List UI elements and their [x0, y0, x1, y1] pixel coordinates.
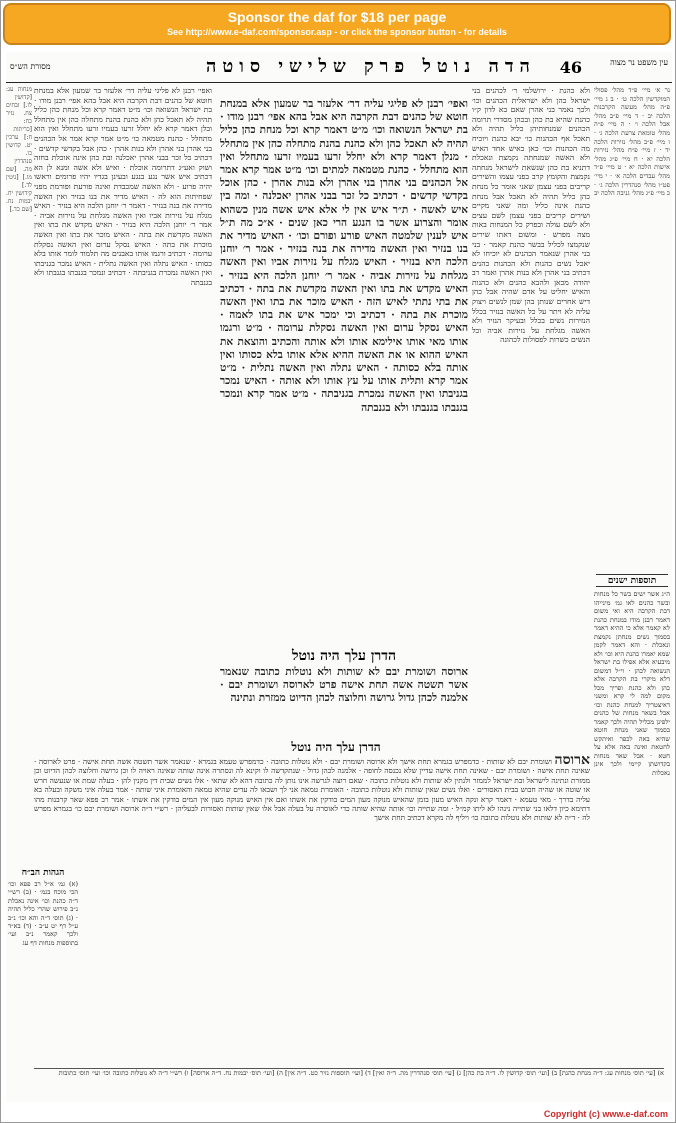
- ein-mishpat-label: עין משפט נר מצוה: [610, 58, 668, 67]
- tosafot-side-title: תוספות ישנים: [596, 574, 668, 587]
- rashi-bottom-column: [34, 756, 590, 1066]
- footnotes: א) [עי׳ תוס׳ מנחות עג: ד״ה מנחת כהנת] ב) [ועי׳ תוס׳ קדושין לו. ד״ה בת כהן] ג) [עי׳ תוס׳ סנהדרין מה. ד״ה ואין] ד) [ועי׳ תוספות נזיר כט. ד״ה אין] ה) [ועי׳ תוס׳ יבמות נח. ד״ה ארוסה] ו) רש״י ד״ה לא נוטלות כתובה וכו׳ ועי׳ תוס׳ כתובות: [34, 1068, 664, 1099]
- tosafot-column: ואפי׳ רבנן לא פליגי עליה דר׳ אלעזר בר שמעון אלא במנחת חוטא של כהנים דבת הקרבה היא אבל בהא אפי׳ רבנן מודו · בת ישראל הנשואה וכו׳ מ״ט דאמר קרא וכל מנחת כהן כליל תהיה לא תאכל כהן ולא כהנת בהנת מתחלה כהן אין מתחלל ובלן דאמר קרא לא יחלל זרעו בעמיו זרעו מתחלל ואין הוא מתחלל · כהנת מטמאה כו׳ מ״ט אמר קרא אמר אל הכהנים בני אהרן בני אהרן ולא בנות אהרן · כהן אבל בקדשי קדשים · דכתיב כל זכר בבני אהרן יאכלנה ובת כהן אינה אוכלת בחזה ושוק ואע״ג דתרומה אוכלת · ואיש ולא אשה ומנא לן הא דכתיב איש אשר נגע בנגע ובעינן בגדיו יהיו פרומים וראשו יהיה פרוע · ולא האשה שמכבדת ואינה פורעת ופורמת מפני שפחיתות הוא לה · האיש מדיר את בנו בנזיר ואין האשה מדירה את בנה בנזיר · דאמר ר׳ יוחנן הלכה היא בנזיר · האיש מגלח על נזירות אביו ואין האשה מגלחת על נזירות אביה · אמר ר׳ יוחנן הלכה היא בנזיר · האיש מקדש את בתו ואין האשה מקדשת את בתה · האיש מוכר את בתו ואין האשה מוכרת את בתה · האיש נסקל ערום ואין האשה נסקלת ערומה · דכתיב ורגמו אותו באבנים מה תלמוד לומר אותו בלא כסותו · האיש נתלה ואין האשה נתלית · האיש נמכר בגניבתו ואין האשה נמכרת בגניבתה · דכתיב ונמכר בגנבתו בגנבתו ולא בגנבתה: [34, 86, 212, 287]
- talmud-page: [6, 52, 672, 1102]
- haghot-title: הגהות הב״ח: [21, 868, 65, 878]
- tosafot-side-column: ה״ג אשר ישים בשר כל מנחות ובשר כהנים לאו גמ׳ מינייהו דבת הקרבה היא ואי משום דאמר רבנן מודו במנחת כהנת לא קאמר אלא כי ההיא דאמר בסמוך נשים מנחתן נקמצת ונאכלת · והא דאמר לקמן שמא יאמרו כהנת היא וכו׳ ולא מיבעיא אלא אפילו בת ישראל הנשואה לכהן · וי״ל דמשום דלא מיקרי בת הקרבה אלא כהן ולא כהנת ופריך מכל מקום למה לי קרא ומשני דאיצטריך למנחת כהנת וכו׳ אבל בשאר מנחות של כהנים ילפינן מכליל תהיה ולכך קאמר בסמוך שאני מנחת חוטא שהיא באה לכפר ואיתקש לחטאת ואינה באה אלא על חטא · אבל שאר מנחות בקדושתן קיימי ולכך אינן נאכלות: [594, 590, 670, 777]
- mesoret-column: מנחות עג: [קדושין לו.] זבחים צח. נזיר כח: [כריתות ח:] ערכין יט. קדושין כו. סנהדרין מה. [שם מו.] [גיטין לד.] קידושין יח. יבמות נח. [שם כד.]: [6, 86, 32, 213]
- mishnah-text: ארוסה ושומרת יבם לא שותות ולא נוטלות כתובה שנאמר אשר תשטה אשה תחת אישה פרט לארוסה ושומרת יבם · אלמנה לכהן גדול גרושה וחלוצה לכהן הדיוט ממזרת ונתינה: [220, 666, 468, 704]
- page-header: [6, 56, 672, 83]
- page-title: הדה נוטל פרק שלישי סוטה: [206, 56, 536, 77]
- sponsor-subtitle[interactable]: See http://www.e-daf.com/sponsor.asp - or click the sponsor button - for details: [167, 27, 507, 37]
- gemara-column: ואפי׳ רבנן לא פליגי עליה דר׳ אלעזר בר שמעון אלא במנחת חוטא של כהנים דבת הקרבה היא אבל בהא אפי׳ רבנן מודו · בת ישראל הנשואה וכו׳ מ״ט דאמר קרא וכל מנחת כהן כליל תהיה לא תאכל כהן ולא כהנת בהנת מתחלה כהן אין מתחלל · מנלן דאמר קרא ולא יחלל זרעו בעמיו זרעו מתחלל ואין הוא מתחלל · כהנת מטמאה למתים וכו׳ מ״ט אמר קרא אמר אל הכהנים בני אהרן בני אהרן ולא בנות אהרן · כהן אוכל בקדשי קדשים · דכתיב כל זכר בבני אהרן יאכלנה · ומה בין איש לאשה · ת״ר איש אין לי אלא איש אשה מנין כשהוא אומר והצרוע אשר בו הנגע הרי כאן שנים · א״כ מה ת״ל איש לענין שלמטה האיש פורע ופורם וכו׳ · האיש מדיר את בנו בנזיר ואין האשה מדירה את בנה בנזיר · אמר ר׳ יוחנן הלכה היא בנזיר · האיש מגלח על נזירות אביו ואין האשה מגלחת על נזירות אביה · אמר ר׳ יוחנן הלכה היא בנזיר · האיש מקדש את בתו ואין האשה מקדשת את בתה · דכתיב את בתי נתתי לאיש הזה · האיש מוכר את בתו ואין האשה מוכרת את בתה · דכתיב וכי ימכר איש את בתו לאמה · האיש נסקל ערום ואין האשה נסקלת ערומה · מ״ט ורגמו אותו מאי אותו אילימא אותו ולא אותה והכתיב והוצאת את האיש ההוא או את האשה ההיא אלא אותו בלא כסותו ואין אותה בלא כסותה · האיש נתלה ואין האשה נתלית · מ״ט אמר קרא ותלית אותו על עץ אותו ולא אותה · האיש נמכר בגניבתו ואין האשה נמכרת בגניבתה · מ״ט אמר קרא ונמכר בגנבתו בגנבתו ולא בגנבתה: [220, 98, 468, 414]
- rashi-bottom-text: ושומרת יבם לא שותות · כדמפרש בגמרא תחת אישך ולא ארוסה ושומרת יבם · ולא נוטלות כתובה · כדמפרש טעמא בגמרא · שנאמר אשר תשטה אשה תחת אישה · פרט לארוסה · שאינה תחת אישה · ושומרת יבם · שאינה תחת אישה עדיין שלא נכנסה לחופה · אלמנה לכהן גדול · שנתקדשה לו וקינא לה ונסתרה אינה שותה שאינה ראויה לו וכן גרושה וחלוצה לכהן הדיוט וכן ממזרת ונתינה לישראל ובת ישראל לממזר ולנתין לא שותות ולא נוטלות כתובה · שאם רוצה לגרשה אינו נותן לה כתובה דהא לא שתאי · אלו נשים שבית דין מקנין להן · בעלה שמת או שנעשה חרש או שוטה או שהיה חבוש בבית האסורים · ואלו נשים שאין שותות ולא נוטלות כתובה · האומרת טמאה אני לך ושבאו לה עדים שהיא טמאה והאומרת איני שותה · אמר בעלה איני משקה ובעלה בא עליה בדרך · מאי טעמא · דאמר קרא ונקה האיש מעון בזמן שהאיש מנוקה מעון המים בודקין את אשתו ואם אין האיש מנוקה מעון אין המים בודקין את אשתו · אמר רב פפא שאר קרבנות מהו דתימא כיון דלאו בני שתייה נינהו לא ליתו קמ״ל · ומה שתייה וכו׳ אותה שהיא שותה כדי לאוסרה על בעלה אבל אלו שאין שותות ואסורות לבעליהן · רש״י ד״ה ארוסה ושומרת יבם כו׳ בגמרא מפרש לה · ד״ה לא שותות ולא נוטלות כתובה כו׳ ויליף לה מקרא דכתיב תחת אישך: [34, 757, 590, 823]
- page-number: 46: [559, 58, 582, 77]
- rashi-column: ולא כהנת · ירושלמי ר׳ לכהנים בני ישראל כהן ולא ישראלית הכהנים וכו׳ ולכך נאמר בני אהרן שאם בא לדון ק״ו כהנת שהיא בת כהן ובכהן מסדרי תרומה הכהנים שמנחותיהן כליל תהיה ולא תאכל אף הכהנות כו׳ יבא כהנת ויוכיח מה הכהנות וכו׳ כאן כאיש אחד האיש ולא האשה שמנחתה נקמצת ונאכלת דתניא בת כהן שנשאת לישראל מנחתה נקמצת והקומץ קרב בפני עצמו והשירים קריבים בפני עצמן שאני אומר כל מנחת כהן כליל תהיה לא תאכל אבל מנחת כהנת אינה כליל ומה שאני מקיים ושירים קריבים בפני עצמן לשם עצים ולא לשם עולה ובפרק כל המנחות באות מצה מפרש · ומשום דאתו שירים שנקמצו לכליל בבשר כהנת קאמר · בני בני אהרן שנאמר הכהנים לא יוכיחו לא יאכל נשים כהנות ולא הכהנות כהנים דכתיב בני אהרן ולא בנות אהרן ואמר רב יהודה מכאן ולהבא כהנים ולא כהנות והאיש יחליט על אדם שהיה אבל כהן דיש אחרים שנותן בהן שמן לנשים ויצוק עליה לא ויתר על כל האשה בנזיר בכלל הנזירות נשים בכלל ובעיקר הנזיר ולא האשה מגלחת על נזירות אביה וכל הנשים כשרות לפסולות לכהונה: [472, 86, 590, 345]
- copyright-link[interactable]: Copyright (c) www.e-daf.com: [543, 1109, 668, 1119]
- haghot-column: (א) גמ׳ א״ל רב פפא וכו׳ הכי מוכח בגמ׳ · (ב) רש״י ד״ה כהנת וכו׳ אינה נאכלת נ״ב פירוש שהרי כליל תהיה · (ג) תוס׳ ד״ה והא וכו׳ נ״ב ע״ל דף יט ע״ב · (ד) בא״ד ולכך קאמר נ״ב ועי׳ בתוספות מנחות דף עג: [8, 880, 78, 947]
- sponsor-banner[interactable]: [3, 3, 671, 45]
- rashi-bottom-lead-word: ארוסה: [554, 756, 590, 768]
- sponsor-title[interactable]: Sponsor the daf for $18 per page: [227, 9, 447, 25]
- mesoret-label: מסורת הש״ס: [10, 62, 51, 71]
- ein-mishpat-column: נר א׳ מיי׳ פ״ד מהל׳ פסולי המוקדשין הלכה ט׳ · ב ג מיי׳ פ״ה מהל׳ מעשה הקרבנות הלכה יב · ד מיי׳ פ״ב מהל׳ אבל הלכה ו׳ · ה מיי׳ פ״ה מהל׳ טומאת צרעת הלכה ג׳ · ו מיי׳ פ״ב מהל׳ נזירות הלכה יד · ז מיי׳ פ״ח מהל׳ נזירות הלכה יא · ח מיי׳ פ״ג מהל׳ אישות הלכה יא · ט מיי׳ פ״ד מהל׳ עבדים הלכה א׳ · י מיי׳ פט״ו מהל׳ סנהדרין הלכה ג׳ · כ מיי׳ פ״ג מהל׳ גניבה הלכה יב: [594, 86, 670, 198]
- hadran-heading-bottom: הדרן עלך היה נוטל: [291, 740, 381, 754]
- hadran-heading: הדרן עלך היה נוטל: [291, 648, 397, 664]
